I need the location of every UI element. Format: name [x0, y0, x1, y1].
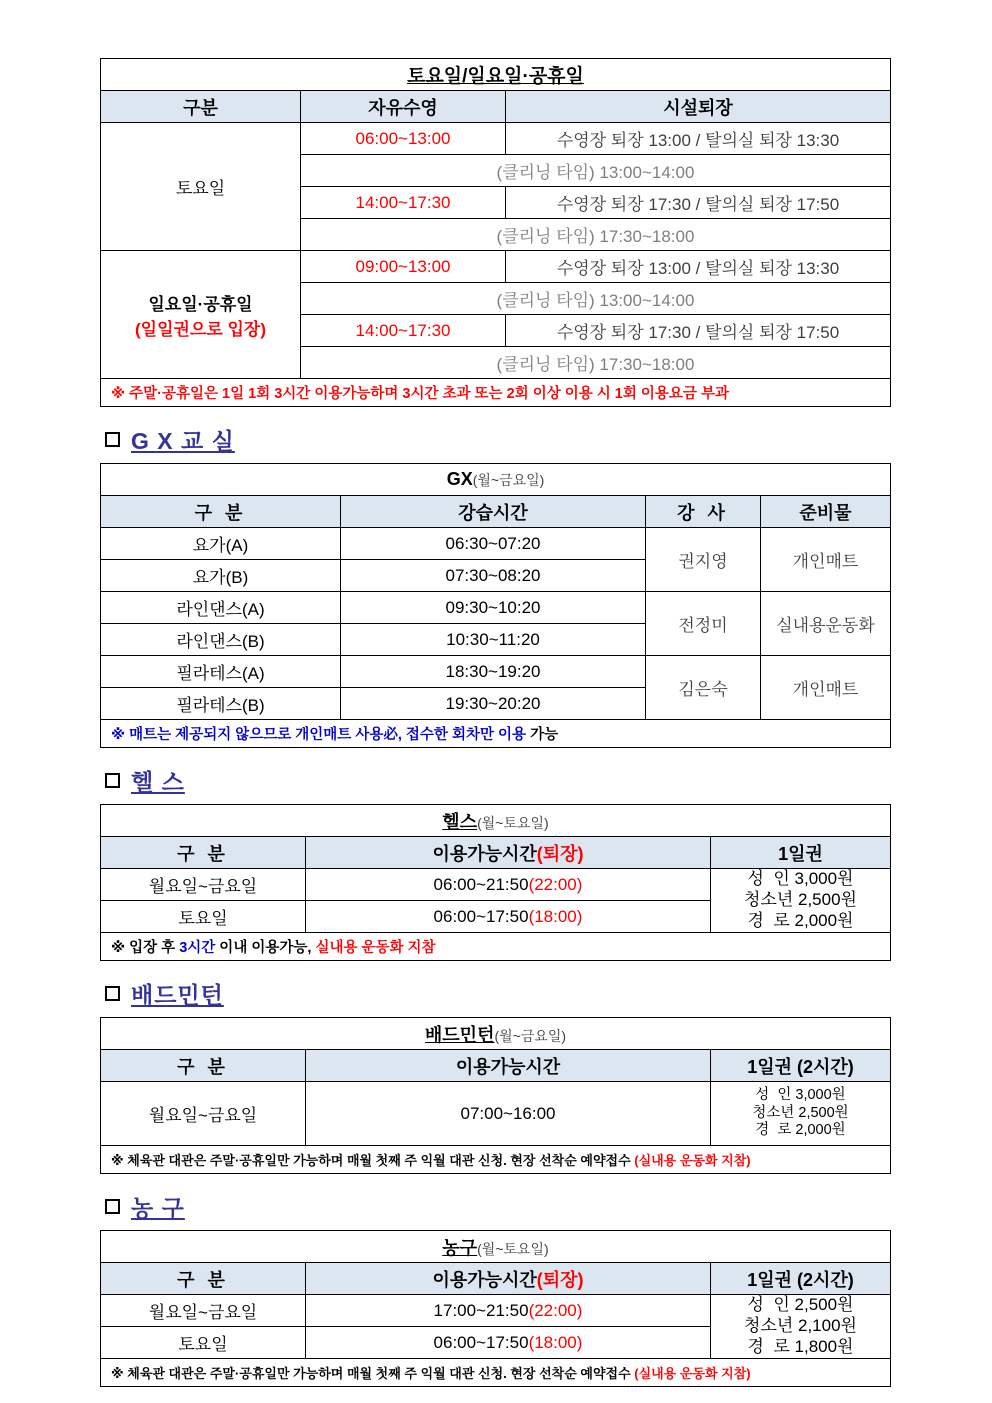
- basketball-exit-1: (18:00): [528, 1332, 583, 1352]
- swim-header-exit: 시설퇴장: [506, 91, 891, 123]
- health-note-row: [101, 933, 891, 961]
- swim-sat-cleaning-1: (클리닝 타임) 13:00~14:00: [301, 155, 891, 187]
- swim-sunday-label: [101, 251, 301, 379]
- health-header-time-red: (퇴장): [536, 843, 584, 864]
- basketball-note-red: (실내용 운동화 지참): [634, 1366, 751, 1381]
- badminton-title-sub: (월~금요일): [494, 1027, 567, 1044]
- badminton-fee-1: 청소년 2,500원: [752, 1104, 849, 1121]
- badminton-header-gubun: 구 분: [101, 1050, 306, 1082]
- badminton-note-red: (실내용 운동화 지참): [634, 1153, 751, 1168]
- swim-header-free: 자유수영: [301, 91, 506, 123]
- basketball-header-time-red: (퇴장): [536, 1269, 584, 1290]
- basketball-time-0-value: 17:00~21:50: [433, 1300, 529, 1320]
- swim-note-row: [101, 379, 891, 407]
- swim-sun-time-2: 14:00~17:30: [301, 315, 506, 347]
- swim-schedule-table: [100, 58, 891, 407]
- basketball-header-row: [101, 1263, 891, 1295]
- gx-prep-0: 개인매트: [761, 528, 891, 592]
- swim-sat-exit-2: 수영장 퇴장 17:30 / 탈의실 퇴장 17:50: [506, 187, 891, 219]
- checkbox-icon: [105, 1199, 120, 1214]
- health-day-1: 토요일: [101, 901, 306, 933]
- checkbox-icon: [105, 432, 120, 447]
- gx-class-name-0: 요가(A): [101, 528, 341, 560]
- swim-table-title-row: [101, 59, 891, 91]
- basketball-header-time-black: 이용가능시간: [432, 1269, 537, 1290]
- basketball-title-sub: (월~토요일): [477, 1240, 549, 1257]
- health-time-0-value: 06:00~21:50: [433, 874, 529, 894]
- badminton-header-time: 이용가능시간: [306, 1050, 711, 1082]
- gx-teacher-1: 전정미: [646, 592, 761, 656]
- gx-title-main: GX: [446, 469, 473, 489]
- table-row: [101, 528, 891, 560]
- health-header-gubun: 구 분: [101, 837, 306, 869]
- gx-table-title-row: [101, 464, 891, 496]
- health-title-sub: (월~토요일): [477, 814, 549, 831]
- health-header-time-black: 이용가능시간: [432, 843, 537, 864]
- checkbox-icon: [105, 986, 120, 1001]
- gx-prep-1: 실내용운동화: [761, 592, 891, 656]
- badminton-table-title-row: [101, 1018, 891, 1050]
- badminton-note-row: [101, 1146, 891, 1174]
- swim-sun-cleaning-2: (클리닝 타임) 17:30~18:00: [301, 347, 891, 379]
- basketball-fee-1: 청소년 2,100원: [744, 1316, 857, 1336]
- gx-header-teacher: 강 사: [646, 496, 761, 528]
- health-note-p4: 실내용 운동화 지참: [315, 940, 436, 956]
- section-heading-health: [105, 764, 892, 797]
- swim-title-main: 토요일/일요일: [407, 66, 523, 87]
- table-row: [101, 251, 891, 283]
- gx-note-blue: ※ 매트는 제공되지 않으므로 개인매트 사용必, 접수한 회차만 이용: [111, 727, 527, 743]
- health-fee-1: 청소년 2,500원: [744, 890, 857, 910]
- health-time-1-value: 06:00~17:50: [433, 906, 529, 926]
- table-row: [101, 123, 891, 155]
- basketball-fee-0: 성 인 2,500원: [747, 1295, 854, 1315]
- basketball-time-1-value: 06:00~17:50: [433, 1332, 529, 1352]
- health-header-row: [101, 837, 891, 869]
- gx-class-name-3: 라인댄스(B): [101, 624, 341, 656]
- basketball-fee-cell: [711, 1295, 891, 1359]
- swim-sun-exit-2: 수영장 퇴장 17:30 / 탈의실 퇴장 17:50: [506, 315, 891, 347]
- checkbox-icon: [105, 773, 120, 788]
- gx-class-time-1: 07:30~08:20: [341, 560, 646, 592]
- health-note-p3: 이내 이용가능,: [215, 940, 316, 956]
- basketball-note-row: [101, 1359, 891, 1387]
- swim-header-gubun: 구분: [101, 91, 301, 123]
- gx-header-row: [101, 496, 891, 528]
- health-fee-cell: [711, 869, 891, 933]
- basketball-table-title-row: [101, 1231, 891, 1263]
- basketball-header-time: [306, 1263, 711, 1295]
- section-heading-badminton: [105, 977, 892, 1010]
- section-heading-health-label: 헬 스: [131, 769, 185, 795]
- swim-header-row: [101, 91, 891, 123]
- section-heading-basketball: [105, 1190, 892, 1223]
- swim-sat-cleaning-2: (클리닝 타임) 17:30~18:00: [301, 219, 891, 251]
- basketball-title-main: 농구: [442, 1237, 478, 1258]
- health-exit-1: (18:00): [528, 906, 583, 926]
- section-heading-gx: [105, 423, 892, 456]
- basketball-header-gubun: 구 분: [101, 1263, 306, 1295]
- health-note-p2: 3시간: [179, 940, 216, 956]
- health-title-main: 헬스: [442, 811, 478, 832]
- swim-title-sub: ·공휴일: [522, 66, 584, 87]
- health-note-p1: ※ 입장 후: [111, 940, 180, 956]
- gx-teacher-2: 김은숙: [646, 656, 761, 720]
- section-heading-basketball-label: 농 구: [131, 1195, 185, 1221]
- health-fee-0: 성 인 3,000원: [747, 869, 854, 889]
- table-row: [101, 869, 891, 901]
- health-header-fee: 1일권: [711, 837, 891, 869]
- swim-sun-cleaning-1: (클리닝 타임) 13:00~14:00: [301, 283, 891, 315]
- health-time-1: [306, 901, 711, 933]
- badminton-day-0: 월요일~금요일: [101, 1082, 306, 1146]
- table-row: [101, 592, 891, 624]
- health-exit-0: (22:00): [528, 874, 583, 894]
- health-schedule-table: [100, 804, 891, 961]
- swim-sunday-label-line1: 일요일·공휴일: [148, 294, 253, 314]
- gx-class-time-0: 06:30~07:20: [341, 528, 646, 560]
- gx-header-prep: 준비물: [761, 496, 891, 528]
- basketball-time-1: [306, 1327, 711, 1359]
- swim-saturday-label: 토요일: [101, 123, 301, 251]
- swim-sat-exit-1: 수영장 퇴장 13:00 / 탈의실 퇴장 13:30: [506, 123, 891, 155]
- health-header-time: [306, 837, 711, 869]
- swim-sat-time-2: 14:00~17:30: [301, 187, 506, 219]
- basketball-fee-2: 경 로 1,800원: [747, 1336, 854, 1356]
- gx-class-name-5: 필라테스(B): [101, 688, 341, 720]
- basketball-day-1: 토요일: [101, 1327, 306, 1359]
- gx-title-sub: (월~금요일): [472, 472, 545, 488]
- basketball-header-fee: 1일권 (2시간): [711, 1263, 891, 1295]
- gx-note-black: 가능: [530, 727, 559, 743]
- swim-sun-exit-1: 수영장 퇴장 13:00 / 탈의실 퇴장 13:30: [506, 251, 891, 283]
- gx-header-gubun: 구 분: [101, 496, 341, 528]
- table-row: [101, 1295, 891, 1327]
- badminton-schedule-table: [100, 1017, 891, 1174]
- badminton-note-black: ※ 체육관 대관은 주말·공휴일만 가능하며 매월 첫째 주 익월 대관 신청. 현장 선착순 예약접수: [111, 1153, 635, 1168]
- gx-class-time-4: 18:30~19:20: [341, 656, 646, 688]
- basketball-time-0: [306, 1295, 711, 1327]
- badminton-title-main: 배드민턴: [424, 1024, 495, 1045]
- health-day-0: 월요일~금요일: [101, 869, 306, 901]
- gx-class-time-2: 09:30~10:20: [341, 592, 646, 624]
- badminton-header-fee: 1일권 (2시간): [711, 1050, 891, 1082]
- badminton-header-row: [101, 1050, 891, 1082]
- gx-class-time-5: 19:30~20:20: [341, 688, 646, 720]
- health-fee-2: 경 로 2,000원: [747, 910, 854, 930]
- basketball-note-black: ※ 체육관 대관은 주말·공휴일만 가능하며 매월 첫째 주 익월 대관 신청. 현장 선착순 예약접수: [111, 1366, 635, 1381]
- basketball-day-0: 월요일~금요일: [101, 1295, 306, 1327]
- swim-sun-time-1: 09:00~13:00: [301, 251, 506, 283]
- gx-header-time: 강습시간: [341, 496, 646, 528]
- badminton-fee-0: 성 인 3,000원: [755, 1086, 846, 1103]
- gx-class-name-1: 요가(B): [101, 560, 341, 592]
- table-row: [101, 656, 891, 688]
- badminton-fee-cell: [711, 1082, 891, 1146]
- gx-class-name-2: 라인댄스(A): [101, 592, 341, 624]
- gx-note-row: [101, 720, 891, 748]
- section-heading-badminton-label: 배드민턴: [131, 982, 224, 1008]
- swim-sat-time-1: 06:00~13:00: [301, 123, 506, 155]
- gx-class-time-3: 10:30~11:20: [341, 624, 646, 656]
- table-row: [101, 1082, 891, 1146]
- badminton-time-0: 07:00~16:00: [306, 1082, 711, 1146]
- basketball-schedule-table: [100, 1230, 891, 1387]
- gx-prep-2: 개인매트: [761, 656, 891, 720]
- swim-sunday-label-line2: (일일권으로 입장): [135, 319, 266, 339]
- gx-class-name-4: 필라테스(A): [101, 656, 341, 688]
- health-table-title-row: [101, 805, 891, 837]
- badminton-fee-2: 경 로 2,000원: [755, 1122, 846, 1139]
- health-time-0: [306, 869, 711, 901]
- swim-note: ※ 주말·공휴일은 1일 1회 3시간 이용가능하며 3시간 초과 또는 2회 이상 이용 시 1회 이용요금 부과: [101, 379, 891, 407]
- gx-teacher-0: 권지영: [646, 528, 761, 592]
- gx-schedule-table: [100, 463, 891, 748]
- section-heading-gx-label: G X 교 실: [131, 428, 235, 454]
- basketball-exit-0: (22:00): [528, 1300, 583, 1320]
